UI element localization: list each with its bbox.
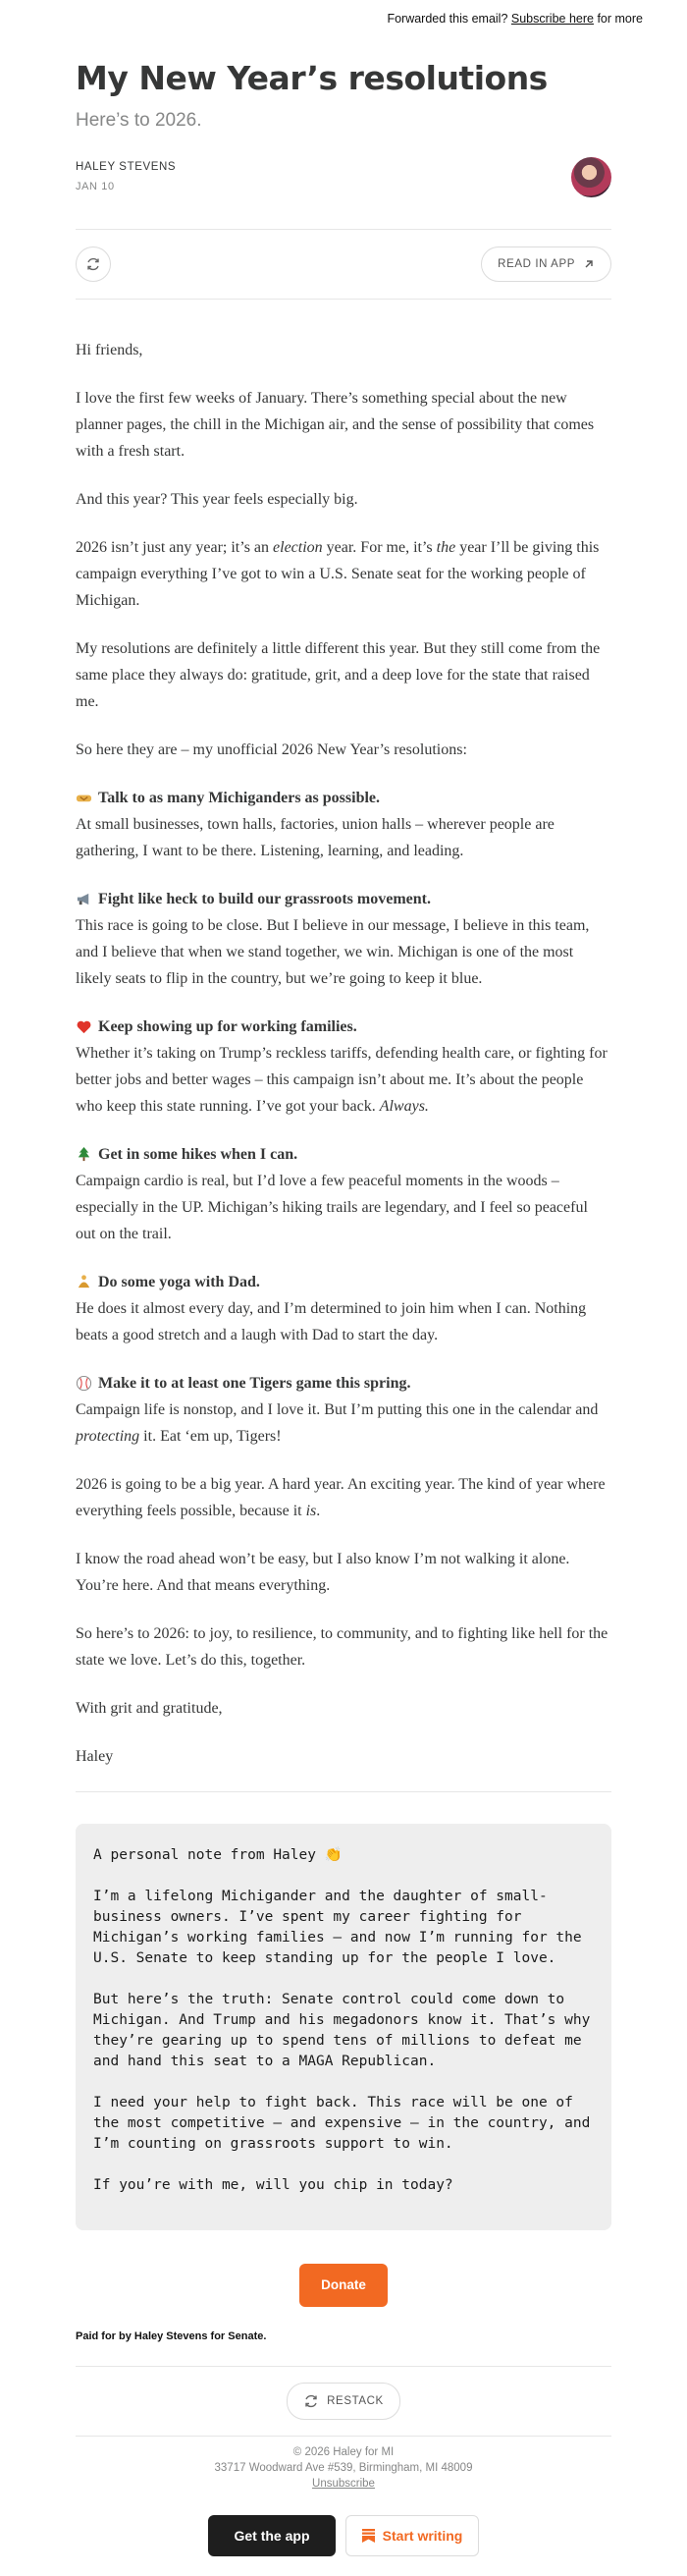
author-name[interactable]: HALEY STEVENS <box>76 161 177 174</box>
post-header <box>0 47 687 197</box>
start-writing-label: Start writing <box>382 2527 463 2544</box>
resolution-title: Do some yoga with Dad. <box>98 1273 260 1290</box>
arrow-up-right-icon <box>583 258 595 270</box>
get-app-button[interactable]: Get the app <box>208 2515 336 2556</box>
forward-suffix: for more <box>597 12 643 26</box>
resolution-text: He does it almost every day, and I’m determined to join him when I can. Nothing beats a good stretch and a laugh with Dad to start the day. <box>76 1299 587 1343</box>
byline <box>76 157 611 197</box>
resolution-item <box>76 785 611 864</box>
personal-note-box <box>76 1824 611 2230</box>
heart-icon <box>76 1018 92 1035</box>
tree-icon <box>76 1146 92 1163</box>
paragraph: I love the first few weeks of January. There’s something special about the new planner pages, the chill in the Michigan air, and the sense of possibility that comes with a fresh start. <box>76 389 595 460</box>
restack-wrap <box>0 2383 687 2420</box>
post-subtitle: Here’s to 2026. <box>76 109 202 131</box>
start-writing-button[interactable] <box>345 2515 479 2556</box>
resolution-text: Campaign cardio is real, but I’d love a few peaceful moments in the woods – especially in the UP. Michigan’s hiking trails are legendary, and I feel so peaceful out on the trail. <box>76 1172 588 1242</box>
post-body <box>0 300 687 1770</box>
read-in-app-label: READ IN APP <box>498 257 575 270</box>
text-run: . <box>316 1502 321 1519</box>
address: 33717 Woodward Ave #539, Birmingham, MI 48009 <box>214 2461 473 2474</box>
resolution-title: Fight like heck to build our grassroots movement. <box>98 890 431 907</box>
restack-button[interactable] <box>287 2383 400 2420</box>
footer <box>76 2436 611 2492</box>
restack-circle-button[interactable] <box>76 247 111 282</box>
note-paragraph: But here’s the truth: Senate control could come down to Michigan. And Trump and his megadonors know it. That’s why they’re gearing up to spend tens of millions to defeat me and hand this seat to a MAGA Republican. <box>93 1991 591 2069</box>
subscribe-link[interactable]: Subscribe here <box>510 12 594 26</box>
text-run: it. Eat ‘em up, Tigers! <box>139 1427 282 1445</box>
text-run: year. For me, it’s <box>322 538 437 556</box>
emphasis: is <box>305 1502 317 1519</box>
post-date: JAN 10 <box>76 181 115 193</box>
paragraph: So here’s to 2026: to joy, to resilience, to community, and to fighting like hell for the state we love. Let’s do this, together. <box>76 1624 608 1669</box>
emphasis: Always. <box>379 1097 429 1115</box>
text-run: 2026 is going to be a big year. A hard year. An exciting year. The kind of year where everything feels possible, because it <box>76 1475 606 1519</box>
cta-row <box>0 2515 687 2576</box>
divider <box>76 1791 611 1792</box>
resolution-text <box>76 1040 611 1120</box>
resolution-title: Keep showing up for working families. <box>98 1017 357 1035</box>
donate-button[interactable]: Donate <box>299 2264 388 2307</box>
emphasis: election <box>273 538 323 556</box>
text-run: Campaign life is nonstop, and I love it. But I’m putting this one in the calendar and <box>76 1400 599 1418</box>
signature: Haley <box>76 1747 114 1765</box>
resolution-title: Get in some hikes when I can. <box>98 1145 298 1163</box>
paragraph: So here they are – my unofficial 2026 New Year’s resolutions: <box>76 740 467 758</box>
forward-text: Forwarded this email? <box>387 12 508 26</box>
note-paragraph: I’m a lifelong Michigander and the daughter of small-business owners. I’ve spent my career fighting for Michigan’s working families – and now I’m running for the U.S. Senate to keep standing up for the people I love. <box>93 1888 582 1966</box>
paid-for-disclaimer: Paid for by Haley Stevens for Senate. <box>76 2330 611 2367</box>
paragraph: I know the road ahead won’t be easy, but I also know I’m not walking it alone. You’re here. And that means everything. <box>76 1550 570 1594</box>
paragraph: And this year? This year feels especially big. <box>76 490 358 508</box>
closing: With grit and gratitude, <box>76 1699 223 1717</box>
resolution-text: At small businesses, town halls, factories, union halls – wherever people are gathering, I want to be there. Listening, learning, and leading. <box>76 815 555 859</box>
action-bar <box>76 229 611 300</box>
copyright: © 2026 Haley for MI <box>292 2445 395 2458</box>
yoga-icon <box>76 1274 92 1290</box>
text-run: 2026 isn’t just any year; it’s an <box>76 538 274 556</box>
paragraph <box>76 1471 611 1524</box>
resolution-item <box>76 1141 611 1247</box>
unsubscribe-link[interactable]: Unsubscribe <box>312 2477 375 2490</box>
note-paragraph: If you’re with me, will you chip in today? <box>93 2176 453 2193</box>
paragraph: My resolutions are definitely a little different this year. But they still come from the same place they always do: gratitude, grit, and a deep love for the state that raised me. <box>76 639 601 710</box>
megaphone-icon <box>76 891 92 907</box>
note-paragraph: I need your help to fight back. This race will be one of the most competitive – and expensive – in the country, and I’m counting on grassroots support to win. <box>93 2094 591 2152</box>
resolution-text <box>76 1397 611 1450</box>
greeting: Hi friends, <box>76 341 143 358</box>
baseball-icon <box>76 1375 92 1392</box>
refresh-icon <box>85 256 101 272</box>
post-title[interactable]: My New Year’s resolutions <box>76 59 548 97</box>
text-run: year I’ll be giving this campaign everything I’ve got to win a U.S. Senate seat for the working people of Michigan. <box>76 538 600 609</box>
substack-logo-icon <box>362 2529 375 2543</box>
emphasis: the <box>436 538 456 556</box>
resolution-title: Make it to at least one Tigers game this spring. <box>98 1374 411 1392</box>
resolution-text: This race is going to be close. But I believe in our message, I believe in this team, and I believe that when we stand together, we win. Michigan is one of the most likely seats to flip in the country, but we’re going to keep it blue. <box>76 916 590 987</box>
resolution-item <box>76 1370 611 1450</box>
resolution-item <box>76 1269 611 1348</box>
resolution-item <box>76 1014 611 1120</box>
restack-label: RESTACK <box>327 2394 384 2407</box>
refresh-icon <box>303 2393 319 2409</box>
donate-wrap <box>0 2264 687 2307</box>
text-run: Whether it’s taking on Trump’s reckless tariffs, defending health care, or fighting for better jobs and better wages – this campaign isn’t about me. It’s about the people who keep this state running. I’ve got your back. <box>76 1044 608 1115</box>
emphasis: protecting <box>76 1427 140 1445</box>
avatar[interactable] <box>571 157 611 197</box>
note-heading: A personal note from Haley 👏 <box>93 1846 343 1863</box>
forward-bar <box>0 0 687 47</box>
read-in-app-button[interactable] <box>481 247 611 282</box>
resolution-item <box>76 886 611 992</box>
resolution-title: Talk to as many Michiganders as possible. <box>98 789 381 806</box>
paragraph <box>76 534 611 614</box>
handshake-icon <box>76 790 92 806</box>
